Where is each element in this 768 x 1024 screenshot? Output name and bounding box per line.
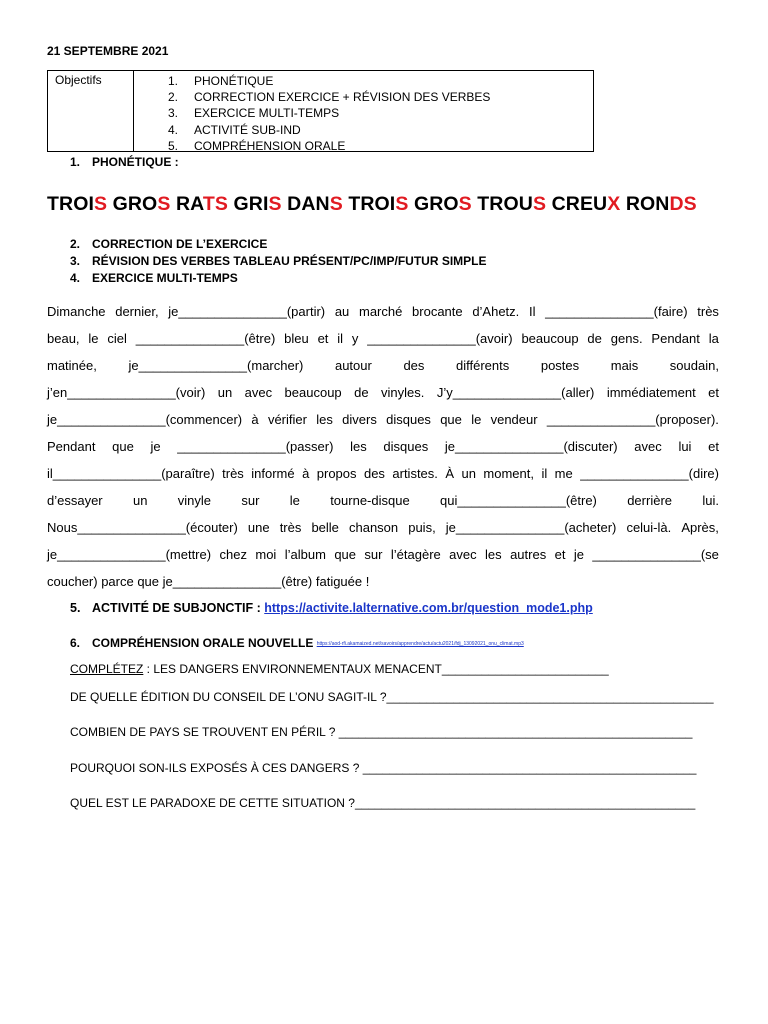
exercise-word: y <box>351 331 359 346</box>
exercise-word: me <box>554 466 573 481</box>
exercise-word: de <box>354 385 369 400</box>
exercise-word: belle <box>311 520 339 535</box>
tongue-twister-text: DAN <box>281 193 330 215</box>
exercise-word: qui_______________(être) <box>440 493 597 508</box>
exercise-word: Dimanche <box>47 304 106 319</box>
exercise-word: d’Ahetz. <box>472 304 520 319</box>
exercise-word: bleu <box>284 331 309 346</box>
exercise-word: postes <box>540 358 580 373</box>
question-edition: DE QUELLE ÉDITION DU CONSEIL DE L’ONU SAGIT-IL ?_________________________________________________ <box>70 690 714 704</box>
exercise-paragraph <box>47 298 719 595</box>
exercise-word: propos <box>316 466 357 481</box>
exercise-word: je_______________(commencer) <box>47 412 243 427</box>
exercise-line <box>47 433 719 460</box>
objectives-list <box>168 73 490 154</box>
exercise-word: des <box>403 358 425 373</box>
exercise-word: tourne-disque <box>330 493 410 508</box>
exercise-word: ciel <box>107 331 127 346</box>
exercise-word: à <box>302 466 310 481</box>
exercise-word: Pendant <box>651 331 700 346</box>
tongue-twister-red-letters: TS <box>202 193 229 215</box>
tongue-twister-text: TROI <box>47 193 94 215</box>
exercise-word: une <box>247 520 270 535</box>
exercise-word: à <box>251 412 259 427</box>
tongue-twister-red-letters: S <box>532 193 547 215</box>
tongue-twister <box>47 193 697 216</box>
exercise-word: avec <box>449 547 477 562</box>
exercise-word: l’album <box>284 547 326 562</box>
exercise-word: _______________(se <box>592 547 719 562</box>
objectives-table <box>47 70 594 152</box>
exercise-line <box>47 406 719 433</box>
exercise-word: À <box>445 466 455 481</box>
question-pourquoi: POURQUOI SON-ILS EXPOSÉS À CES DANGERS ? __________________________________________________ <box>70 761 697 775</box>
section-revision-heading: 3. RÉVISION DES VERBES TABLEAU PRÉSENT/PC/IMP/FUTUR SIMPLE <box>70 254 487 268</box>
question-pays: COMBIEN DE PAYS SE TROUVENT EN PÉRIL ? _____________________________________________________ <box>70 725 693 739</box>
exercise-word: avec <box>244 385 273 400</box>
exercise-word: je_______________(discuter) <box>444 439 618 454</box>
exercise-word: vendeur <box>490 412 538 427</box>
section-phonetique-heading: 1. PHONÉTIQUE : <box>70 155 179 169</box>
exercise-word: vérifier <box>267 412 307 427</box>
exercise-word: divers <box>342 412 377 427</box>
section-multitemps-heading: 4. EXERCICE MULTI-TEMPS <box>70 271 238 285</box>
exercise-word: autres <box>510 547 547 562</box>
exercise-word: gens. <box>610 331 643 346</box>
exercise-word: chez <box>219 547 247 562</box>
exercise-word: disques <box>383 439 429 454</box>
objective-item: 1. PHONÉTIQUE <box>168 74 274 88</box>
exercise-word: des <box>363 466 385 481</box>
exercise-word: les <box>350 439 367 454</box>
exercise-word: la <box>708 331 719 346</box>
document-date: 21 SEPTEMBRE 2021 <box>47 44 169 58</box>
exercise-word: au <box>334 304 350 319</box>
question-paradoxe: QUEL EST LE PARADOXE DE CETTE SITUATION ?___________________________________________________ <box>70 796 696 810</box>
exercise-word: lui <box>678 439 692 454</box>
exercise-word: _______________(avoir) <box>367 331 513 346</box>
exercise-word: autour <box>334 358 372 373</box>
exercise-word: _______________(passer) <box>177 439 334 454</box>
exercise-word: sur <box>364 547 383 562</box>
subjonctif-link[interactable]: https://activite.lalternative.com.br/question_mode1.php <box>264 601 593 615</box>
exercise-word: disques <box>386 412 431 427</box>
exercise-word: lui. <box>702 493 719 508</box>
tongue-twister-red-letters: S <box>329 193 343 215</box>
exercise-line <box>47 541 719 568</box>
tongue-twister-text: GRO <box>107 193 158 215</box>
table-divider <box>133 71 134 151</box>
exercise-word: _______________(faire) <box>545 304 688 319</box>
question-completez: COMPLÉTEZ : LES DANGERS ENVIRONNEMENTAUX MENACENT_________________________ <box>70 662 609 676</box>
exercise-word: moi <box>255 547 277 562</box>
exercise-word: très <box>697 304 719 319</box>
tongue-twister-red-letters: S <box>268 193 282 215</box>
exercise-word: Nous_______________(écouter) <box>47 520 238 535</box>
audio-link[interactable]: https://aod-rfi.akamaized.net/savoirs/apprendre/actu/actu2021/fdj_13092021_onu_climat.mp3 <box>316 640 524 647</box>
exercise-line <box>47 325 719 352</box>
exercise-word: marché <box>358 304 403 319</box>
exercise-word: moment, <box>483 466 534 481</box>
exercise-word: l’étagère <box>390 547 441 562</box>
exercise-word: coucher) parce que je_______________(être) fatiguée ! <box>47 574 370 589</box>
section-correction-heading: 2. CORRECTION DE L’EXERCICE <box>70 237 268 251</box>
exercise-word: informé <box>251 466 295 481</box>
exercise-word: et <box>708 385 719 400</box>
exercise-line <box>47 379 719 406</box>
exercise-word: immédiatement <box>606 385 696 400</box>
exercise-word: les <box>316 412 333 427</box>
exercise-word: le <box>471 412 482 427</box>
section-comprehension: 6. COMPRÉHENSION ORALE NOUVELLE https://aod-rfi.akamaized.net/savoirs/apprendre/actu/actu2021/fdj_13092021_onu_climat.mp3 <box>70 636 524 650</box>
exercise-word: il <box>541 466 548 481</box>
exercise-word: je_______________(marcher) <box>128 358 304 373</box>
exercise-word: avec <box>634 439 662 454</box>
exercise-word: et <box>317 331 329 346</box>
exercise-word: artistes. <box>392 466 438 481</box>
exercise-word: sur <box>241 493 260 508</box>
exercise-word: mais <box>610 358 639 373</box>
objectives-label: Objectifs <box>55 73 102 87</box>
exercise-word: j’en_______________(voir) <box>47 385 206 400</box>
tongue-twister-text: TROU <box>471 193 533 215</box>
exercise-word: que <box>334 547 357 562</box>
exercise-word: que <box>112 439 134 454</box>
exercise-word: vinyles. <box>381 385 425 400</box>
objective-item: 2. CORRECTION EXERCICE + RÉVISION DES VERBES <box>168 90 491 105</box>
tongue-twister-red-letters: S <box>157 193 171 215</box>
exercise-word: _______________(proposer). <box>546 412 719 427</box>
exercise-word: très <box>279 520 302 535</box>
exercise-word: matinée, <box>47 358 97 373</box>
exercise-word: J’y_______________(aller) <box>436 385 595 400</box>
exercise-word: je_______________(mettre) <box>47 547 212 562</box>
exercise-word: différents <box>456 358 510 373</box>
exercise-word: très <box>222 466 244 481</box>
exercise-word: brocante <box>412 304 463 319</box>
exercise-word: les <box>485 547 502 562</box>
exercise-word: de <box>587 331 602 346</box>
exercise-line <box>47 352 719 379</box>
exercise-word: je <box>150 439 161 454</box>
exercise-word: chanson <box>348 520 399 535</box>
tongue-twister-text: RA <box>170 193 203 215</box>
tongue-twister-text: CREU <box>546 193 608 215</box>
tongue-twister-red-letters: X <box>607 193 621 215</box>
exercise-word: Après, <box>681 520 719 535</box>
tongue-twister-red-letters: S <box>458 193 472 215</box>
exercise-line <box>47 568 719 595</box>
exercise-word: que <box>440 412 462 427</box>
tongue-twister-red-letters: S <box>93 193 108 215</box>
exercise-word: Pendant <box>47 439 96 454</box>
exercise-line <box>47 460 719 487</box>
exercise-word: Il <box>528 304 536 319</box>
exercise-word: celui-là. <box>626 520 672 535</box>
exercise-word: le <box>289 493 300 508</box>
objective-item: 4. ACTIVITÉ SUB-IND <box>168 122 301 137</box>
exercise-word: et <box>708 439 719 454</box>
exercise-word: il_______________(paraître) <box>47 466 215 481</box>
exercise-word: vinyle <box>177 493 212 508</box>
tongue-twister-text: TROI <box>342 193 396 215</box>
exercise-word: _______________(dire) <box>580 466 719 481</box>
objective-item: 3. EXERCICE MULTI-TEMPS <box>168 106 340 121</box>
exercise-line <box>47 487 719 514</box>
exercise-word: beau, <box>47 331 80 346</box>
exercise-word: le <box>88 331 99 346</box>
exercise-word: un <box>132 493 148 508</box>
tongue-twister-text: RON <box>620 193 670 215</box>
exercise-word: je_______________(acheter) <box>445 520 617 535</box>
section-subjonctif: 5. ACTIVITÉ DE SUBJONCTIF : https://activite.lalternative.com.br/question_mode1.php <box>70 601 593 615</box>
exercise-word: _______________(être) <box>135 331 276 346</box>
exercise-word: dernier, <box>115 304 159 319</box>
exercise-word: je <box>573 547 584 562</box>
tongue-twister-red-letters: DS <box>669 193 697 215</box>
exercise-word: il <box>337 331 344 346</box>
exercise-word: beaucoup <box>284 385 342 400</box>
exercise-word: derrière <box>627 493 672 508</box>
exercise-word: puis, <box>408 520 436 535</box>
exercise-line <box>47 298 719 325</box>
tongue-twister-text: GRO <box>408 193 459 215</box>
exercise-word: soudain, <box>669 358 719 373</box>
exercise-word: d’essayer <box>47 493 103 508</box>
exercise-word: un <box>461 466 476 481</box>
exercise-word: beaucoup <box>521 331 579 346</box>
exercise-line <box>47 514 719 541</box>
exercise-word: je_______________(partir) <box>168 304 326 319</box>
exercise-word: un <box>217 385 233 400</box>
tongue-twister-text: GRI <box>228 193 269 215</box>
objective-item: 5. COMPRÉHENSION ORALE <box>168 138 346 153</box>
tongue-twister-red-letters: S <box>395 193 409 215</box>
exercise-word: et <box>554 547 566 562</box>
